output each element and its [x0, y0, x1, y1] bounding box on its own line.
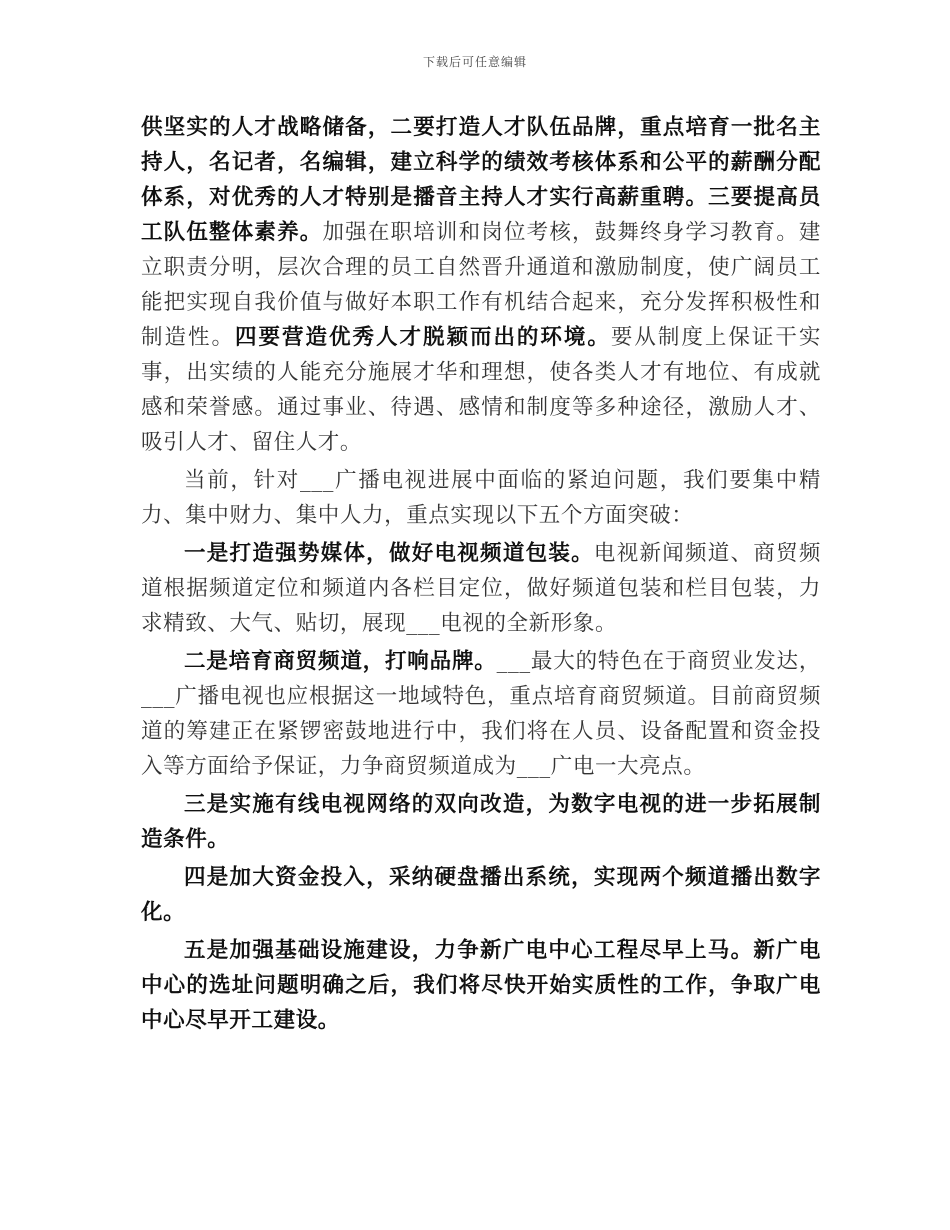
text-run: 二是培育商贸频道，打响品牌。	[184, 649, 497, 674]
text-run: 四是加大资金投入，采纳硬盘播出系统，实现两个频道播出数字化。	[141, 865, 821, 925]
paragraph-4	[141, 644, 821, 784]
text-run: 一是打造强势媒体，做好电视频道包装。	[184, 541, 594, 566]
text-run: 当前，针对___广播电视进展中面临的紧迫问题，我们要集中精力、集中财力、集中人力，重点实现以下五个方面突破：	[141, 468, 821, 528]
document-body	[141, 110, 821, 1041]
paragraph-2	[141, 463, 821, 533]
text-run: 三是实施有线电视网络的双向改造，为数字电视的进一步拓展制造条件。	[141, 792, 821, 852]
text-run: 供坚实的人才战略储备，二要打造人才队伍品牌，重点培育一批名主持人，名记者，名编辑，建立科学的绩效考核体系和公平的薪酬分配体系，对优秀的人才特别是播音主持人才实行高薪重聘。三要提高员工队伍整体素养。	[141, 115, 821, 245]
text-run: 五是加强基础设施建设，力争新广电中心工程尽早上马。新广电中心的选址问题明确之后，我们将尽快开始实质性的工作，争取广电中心尽早开工建设。	[141, 938, 821, 1033]
text-run: 电视新闻频道、商贸频道根据频道定位和频道内各栏目定位，做好频道包装和栏目包装，力求精致、大气、贴切，展现___电视的全新形象。	[141, 541, 821, 636]
text-run: ___最大的特色在于商贸业发达，___广播电视也应根据这一地域特色，重点培育商贸频道。目前商贸频道的筹建正在紧锣密鼓地进行中，我们将在人员、设备配置和资金投入等方面给予保证，力争商贸频道成为___广电一大亮点。	[141, 649, 821, 779]
text-run: 加强在职培训和岗位考核，鼓舞终身学习教育。建立职责分明，层次合理的员工自然晋升通道和激励制度，使广阔员工能把实现自我价值与做好本职工作有机结合起来，充分发挥积极性和制造性。	[141, 220, 822, 350]
paragraph-1	[141, 110, 821, 460]
text-run: 四要营造优秀人才脱颖而出的环境。	[234, 325, 611, 350]
paragraph-5	[141, 787, 821, 857]
page-header: 下载后可任意编辑	[422, 55, 527, 69]
paragraph-7	[141, 933, 821, 1038]
text-run: 要从制度上保证干实事，出实绩的人能充分施展才华和理想，使各类人才有地位、有成就感和荣誉感。通过事业、待遇、感情和制度等多种途径，激励人才、吸引人才、留住人才。	[141, 325, 821, 455]
paragraph-6	[141, 860, 821, 930]
paragraph-3	[141, 536, 821, 641]
